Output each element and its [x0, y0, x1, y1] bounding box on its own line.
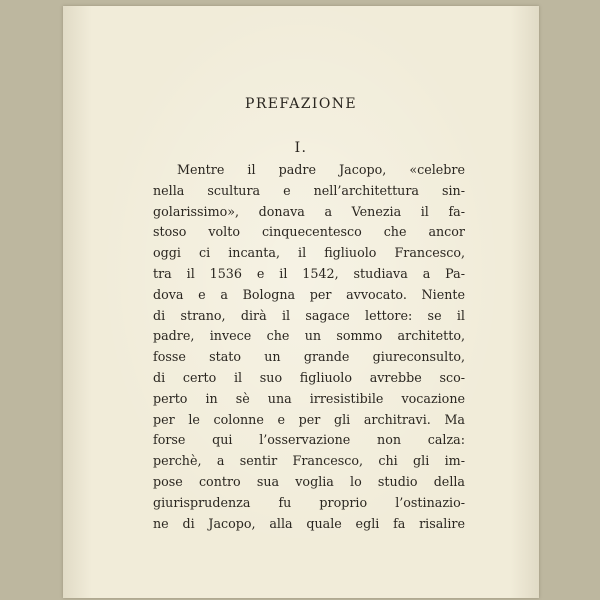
text-line: nella scultura e nell’architettura sin- [153, 182, 465, 198]
body-paragraph [153, 160, 465, 534]
text-line: tra il 1536 e il 1542, studiava a Pa- [153, 265, 465, 281]
book-page [63, 6, 539, 598]
text-line: giurisprudenza fu proprio l’ostinazio- [153, 494, 465, 510]
text-line: padre, invece che un sommo architetto, [153, 328, 465, 344]
page-title: PREFAZIONE [245, 96, 357, 112]
text-line: pose contro sua voglia lo studio della [153, 473, 465, 489]
text-line: fosse stato un grande giureconsulto, [153, 349, 465, 365]
text-line: perto in sè una irresistibile vocazione [153, 390, 465, 406]
text-line: dova e a Bologna per avvocato. Niente [153, 286, 465, 302]
text-line: ne di Jacopo, alla quale egli fa risalire [153, 515, 465, 531]
text-line: forse qui l’osservazione non calza: [153, 432, 465, 448]
section-number: I. [294, 140, 308, 156]
text-line: Mentre il padre Jacopo, «celebre [177, 162, 465, 177]
text-line: stoso volto cinquecentesco che ancor [153, 224, 465, 240]
text-line: perchè, a sentir Francesco, chi gli im- [153, 453, 465, 469]
text-line: di certo il suo figliuolo avrebbe sco- [153, 369, 465, 385]
text-line: oggi ci incanta, il figliuolo Francesco, [153, 245, 465, 261]
text-line: di strano, dirà il sagace lettore: se il [153, 307, 465, 323]
text-line: golarissimo», donava a Venezia il fa- [153, 203, 465, 219]
text-line: per le colonne e per gli architravi. Ma [153, 411, 465, 427]
